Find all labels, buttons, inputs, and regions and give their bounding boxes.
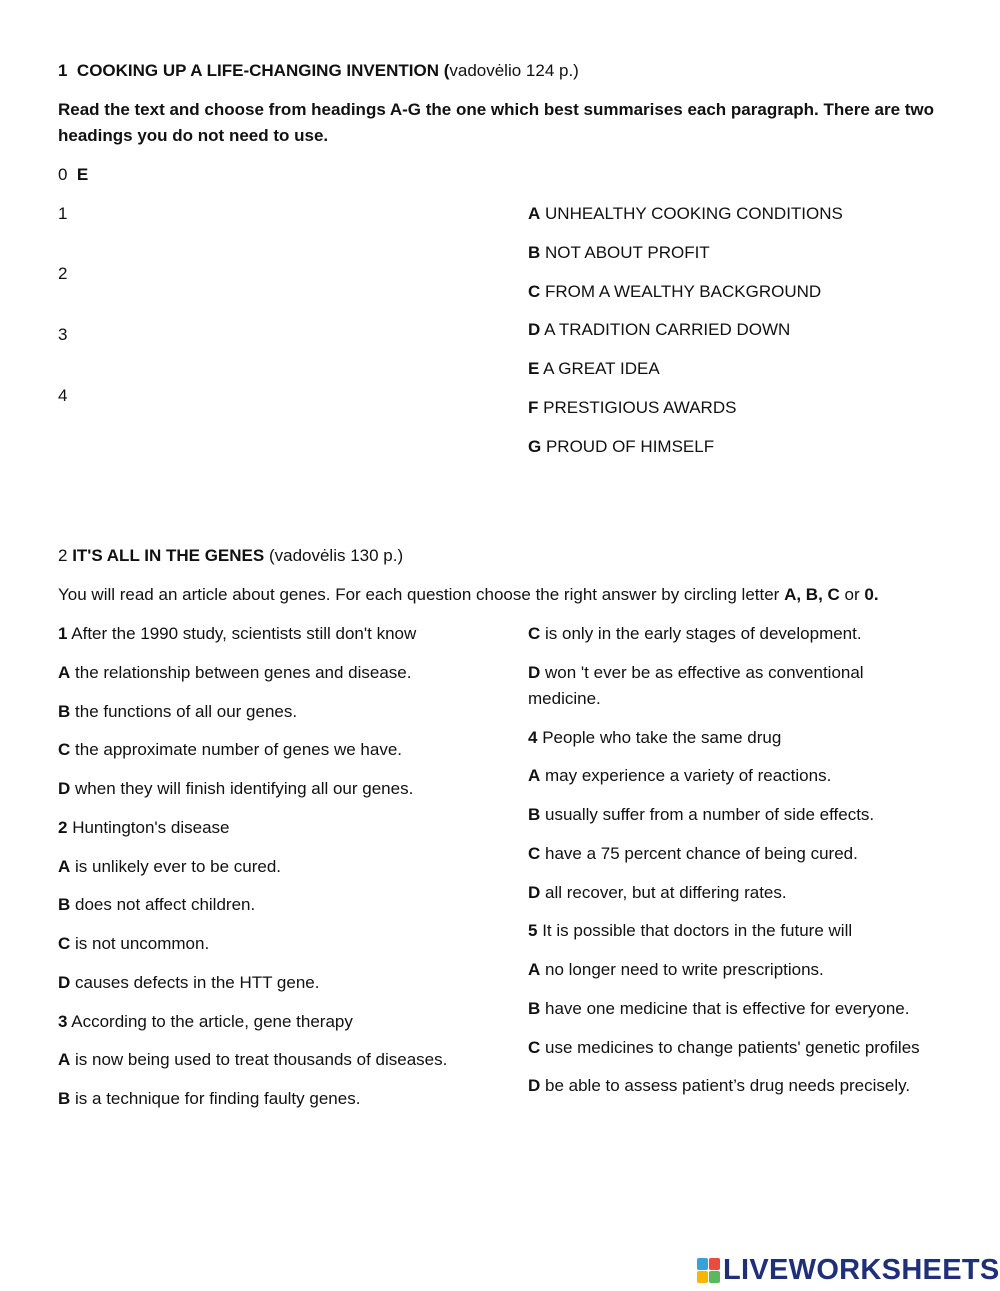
answer-option[interactable]: B have one medicine that is effective for everyone. xyxy=(528,999,910,1018)
answer-option[interactable]: B is a technique for finding faulty genes. xyxy=(58,1089,361,1108)
answer-option[interactable]: A is now being used to treat thousands of diseases. xyxy=(58,1050,448,1069)
answer-option-continuation: medicine. xyxy=(528,689,601,708)
answer-option[interactable]: C use medicines to change patients' genetic profiles xyxy=(528,1038,920,1057)
section1-ref: vadovėlio 124 p.) xyxy=(449,61,579,80)
answer-slot-2[interactable] xyxy=(80,263,460,285)
answer-option[interactable]: D when they will finish identifying all our genes. xyxy=(58,779,414,798)
logo-block xyxy=(697,1258,708,1270)
example-row xyxy=(58,164,88,186)
answer-option[interactable]: C is only in the early stages of development. xyxy=(528,624,862,643)
answer-option[interactable]: B the functions of all our genes. xyxy=(58,702,298,721)
section2-title: IT'S ALL IN THE GENES xyxy=(72,546,265,565)
answer-slot-number: 4 xyxy=(58,386,68,405)
section1-number: 1 xyxy=(58,61,68,80)
heading-option: C FROM A WEALTHY BACKGROUND xyxy=(528,282,822,301)
answer-option[interactable]: A may experience a variety of reactions. xyxy=(528,766,832,785)
question-stem: 1 After the 1990 study, scientists still don't know xyxy=(58,624,417,643)
answer-option[interactable]: A is unlikely ever to be cured. xyxy=(58,857,282,876)
heading-option: A UNHEALTHY COOKING CONDITIONS xyxy=(528,204,843,223)
answer-option[interactable]: D all recover, but at differing rates. xyxy=(528,883,787,902)
section1-heading xyxy=(58,60,579,82)
answer-slot-1[interactable] xyxy=(80,203,460,225)
example-number: 0 xyxy=(58,165,68,184)
section1-title: COOKING UP A LIFE-CHANGING INVENTION ( xyxy=(76,61,450,80)
heading-option: D A TRADITION CARRIED DOWN xyxy=(528,320,791,339)
logo-blocks-icon xyxy=(697,1258,720,1283)
logo-block xyxy=(697,1271,708,1283)
answer-option[interactable]: A the relationship between genes and disease. xyxy=(58,663,412,682)
logo-block xyxy=(709,1271,720,1283)
question-stem: 4 People who take the same drug xyxy=(528,728,782,747)
answer-option[interactable]: C is not uncommon. xyxy=(58,934,210,953)
answer-option[interactable]: C have a 75 percent chance of being cured. xyxy=(528,844,858,863)
answer-option[interactable]: B does not affect children. xyxy=(58,895,256,914)
section2-ref: (vadovėlis 130 p.) xyxy=(268,546,404,565)
answer-slot-number: 3 xyxy=(58,325,68,344)
heading-option: B NOT ABOUT PROFIT xyxy=(528,243,710,262)
example-answer: E xyxy=(76,165,89,184)
answer-option[interactable]: C the approximate number of genes we have. xyxy=(58,740,402,759)
heading-option: F PRESTIGIOUS AWARDS xyxy=(528,398,737,417)
logo-text: LIVEWORKSHEETS xyxy=(723,1253,1000,1286)
answer-option[interactable]: D be able to assess patient’s drug needs precisely. xyxy=(528,1076,911,1095)
section2-heading xyxy=(58,545,403,567)
question-stem: 3 According to the article, gene therapy xyxy=(58,1012,353,1031)
answer-slot-4[interactable] xyxy=(80,385,460,407)
section2-number: 2 xyxy=(58,546,68,565)
liveworksheets-logo[interactable] xyxy=(697,1255,1000,1285)
answer-option[interactable]: A no longer need to write prescriptions. xyxy=(528,960,824,979)
question-stem: 5 It is possible that doctors in the future will xyxy=(528,921,853,940)
answer-slot-number: 1 xyxy=(58,204,68,223)
answer-option[interactable]: D causes defects in the HTT gene. xyxy=(58,973,320,992)
section1-instruction-line2: headings you do not need to use. xyxy=(58,126,329,145)
question-stem: 2 Huntington's disease xyxy=(58,818,230,837)
answer-option[interactable]: B usually suffer from a number of side effects. xyxy=(528,805,875,824)
heading-option: E A GREAT IDEA xyxy=(528,359,660,378)
section2-instruction: You will read an article about genes. For each question choose the right answer by circling letter A, B, C or 0. xyxy=(58,585,879,604)
answer-slot-3[interactable] xyxy=(80,324,460,346)
heading-option: G PROUD OF HIMSELF xyxy=(528,437,715,456)
section1-instruction-line1: Read the text and choose from headings A-G the one which best summarises each paragraph. There are two xyxy=(58,100,935,119)
logo-block xyxy=(709,1258,720,1270)
answer-slot-number: 2 xyxy=(58,264,68,283)
answer-option[interactable]: D won 't ever be as effective as conventional xyxy=(528,663,864,682)
